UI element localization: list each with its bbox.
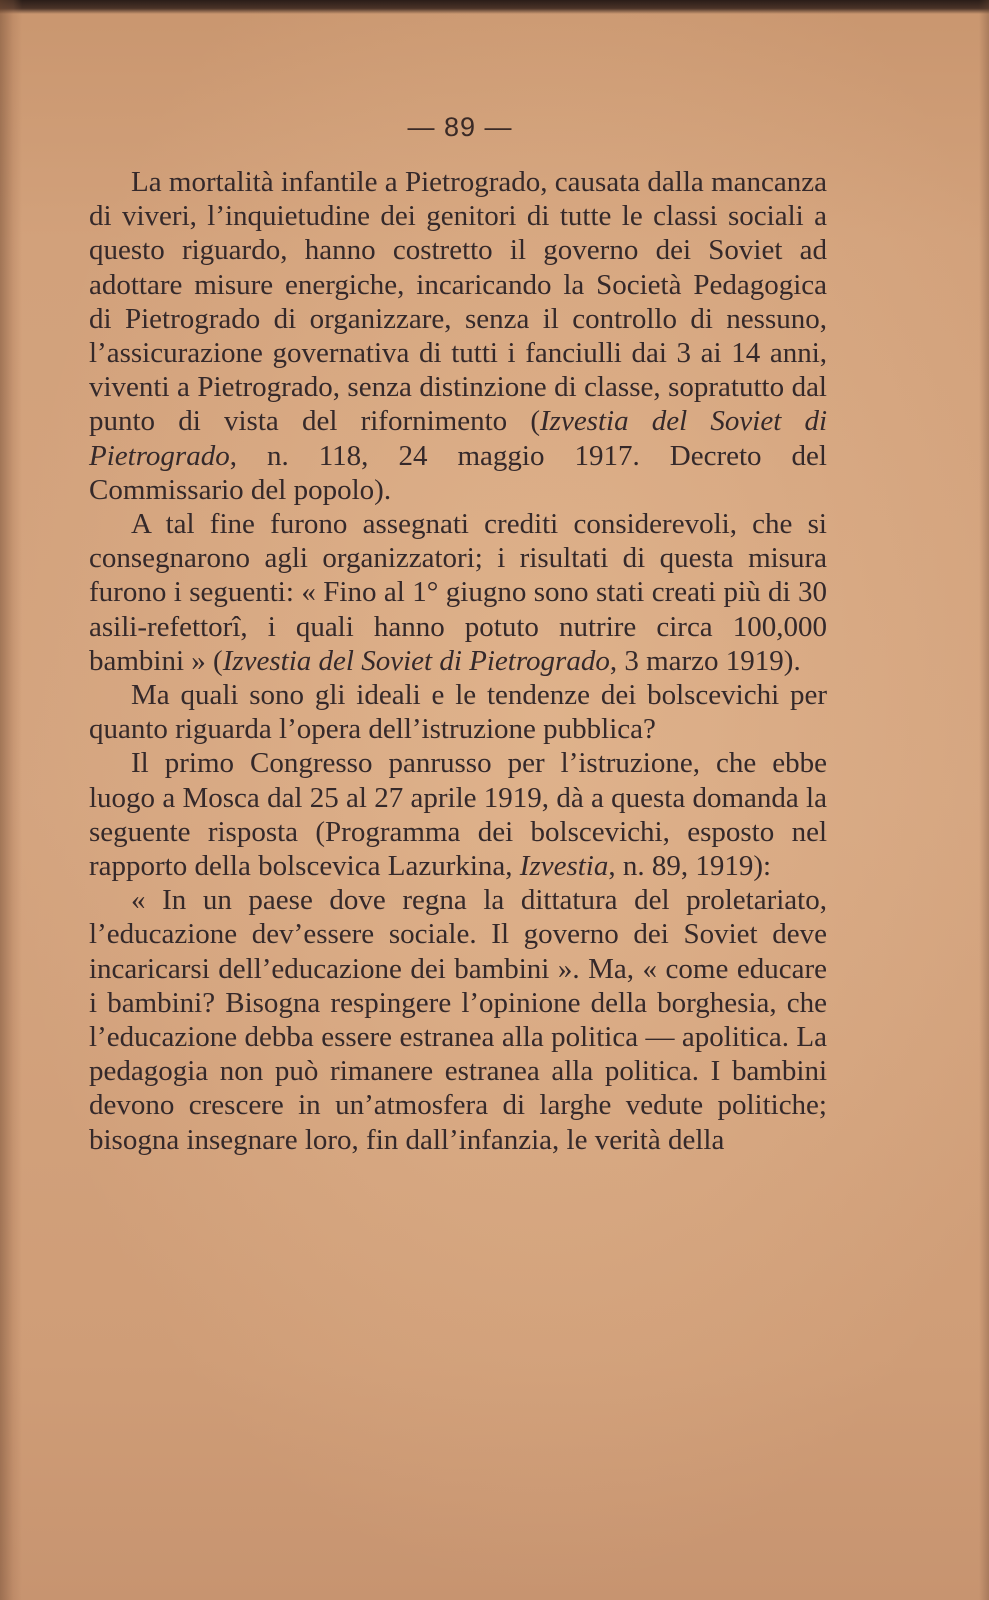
text-run: La mortalità infantile a Pietrogrado, causata dalla mancanza di viveri, l’inquietudine dei genitori di tutte le classi sociali a questo riguardo, hanno costretto il governo dei Soviet ad adottare misure energiche, incaricando la Società Pedagogica di Pietrogrado di organizzare, senza il controllo di nessuno, l’assicurazione governativa di tutti i fanciulli dai 3 ai 14 anni, viventi a Pietrogrado, senza distinzione di classe, sopratutto dal punto di vista del rifornimento ( (89, 166, 827, 438)
text-run-italic: Izvestia (519, 850, 609, 883)
text-run: A tal fine furono assegnati crediti considerevoli, che si consegnarono agli organizzatori; i risultati di questa misura furono i seguenti: « Fino al 1° giugno sono stati creati più di 30 asili-refettorî, i quali hanno potuto nutrire circa 100,000 bambini » ( (89, 508, 827, 677)
text-run-italic: Izvestia del Soviet di Pietrogrado (222, 644, 610, 677)
text-run-italic: Izvestia del Soviet di Pietrogrado (89, 405, 827, 472)
page-top-edge (0, 0, 989, 14)
paragraph (89, 165, 827, 507)
text-run: , n. 89, 1919): (608, 850, 772, 883)
page-left-edge (0, 0, 22, 1600)
page-number: — 89 — (407, 112, 513, 142)
body-text (89, 165, 827, 1157)
text-run: Ma quali sono gli ideali e le tendenze dei bolscevichi per quanto riguarda l’opera dell’istruzione pubblica? (89, 679, 827, 746)
text-run: , n. 118, 24 maggio 1917. Decreto del Commissario del popolo). (89, 439, 827, 506)
paragraph (89, 678, 827, 746)
text-run: Il primo Congresso panrusso per l’istruzione, che ebbe luogo a Mosca dal 25 al 27 aprile 1919, dà a questa domanda la seguente risposta (Programma dei bolscevichi, esposto nel rapporto della bolscevica Lazurkina, (89, 747, 827, 883)
paragraph (89, 746, 827, 883)
page-right-edge (979, 0, 989, 1600)
paragraph (89, 883, 827, 1157)
paragraph (89, 507, 827, 678)
text-run: « In un paese dove regna la dittatura del proletariato, l’educazione dev’essere sociale. Il governo dei Soviet deve incaricarsi dell’educazione dei bambini ». Ma, « come educare i bambini? Bisogna respingere l’opinione della borghesia, che l’educazione debba essere estranea alla politica — apolitica. La pedagogia non può rimanere estranea alla politica. I bambini devono crescere in un’atmosfera di larghe vedute politiche; bisogna insegnare loro, fin dall’infanzia, le verità della (89, 884, 827, 1156)
text-run: , 3 marzo 1919). (609, 644, 801, 677)
